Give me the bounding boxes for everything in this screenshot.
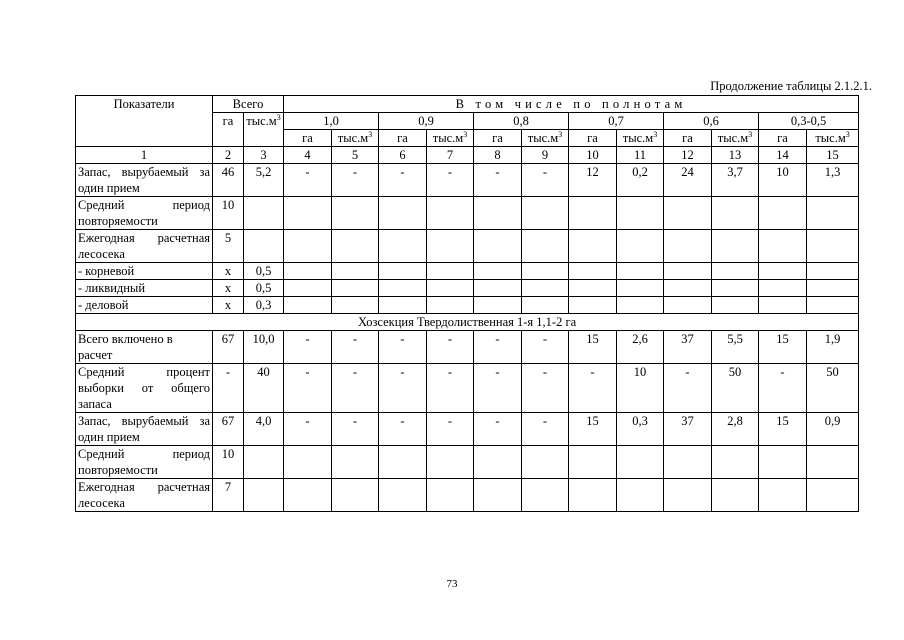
- table-cell: [284, 263, 332, 280]
- table-cell: -: [427, 164, 474, 197]
- table-cell: [664, 446, 712, 479]
- column-number: 7: [427, 147, 474, 164]
- table-cell: [617, 280, 664, 297]
- table-cell: [759, 297, 807, 314]
- table-cell: 7: [213, 479, 244, 512]
- table-cell: -: [569, 364, 617, 413]
- subheader-ha: га: [474, 130, 522, 147]
- table-cell: 0,3: [617, 413, 664, 446]
- table-cell: [379, 197, 427, 230]
- table-cell: -: [474, 364, 522, 413]
- table-cell: 15: [759, 331, 807, 364]
- table-cell: [807, 230, 859, 263]
- table-cell: -: [522, 164, 569, 197]
- table-cell: 5,5: [712, 331, 759, 364]
- table-cell: [244, 230, 284, 263]
- subheader-ha: га: [759, 130, 807, 147]
- table-cell: [712, 280, 759, 297]
- table-cell: [427, 230, 474, 263]
- table-cell: 0,5: [244, 263, 284, 280]
- table-cell: [474, 297, 522, 314]
- table-cell: -: [759, 364, 807, 413]
- table-cell: [332, 479, 379, 512]
- table-cell: 37: [664, 331, 712, 364]
- table-cell: [244, 197, 284, 230]
- table-cell: [427, 479, 474, 512]
- table-cell: [474, 479, 522, 512]
- table-cell: [427, 280, 474, 297]
- table-cell: [664, 280, 712, 297]
- table-cell: 10: [617, 364, 664, 413]
- table-cell: [617, 230, 664, 263]
- column-number: 12: [664, 147, 712, 164]
- table-cell: 46: [213, 164, 244, 197]
- table-cell: [284, 230, 332, 263]
- forest-harvest-table: [75, 95, 859, 512]
- table-cell: 15: [759, 413, 807, 446]
- table-cell: [807, 479, 859, 512]
- table-cell: [569, 197, 617, 230]
- table-cell: [244, 446, 284, 479]
- row-label: Ежегодная расчетная лесосека: [76, 479, 213, 512]
- header-total-ha: га: [213, 113, 244, 147]
- header-breakdown: В том числе по полнотам: [284, 96, 859, 113]
- table-cell: 2,8: [712, 413, 759, 446]
- table-cell: [474, 197, 522, 230]
- table-cell: [569, 479, 617, 512]
- table-cell: [474, 230, 522, 263]
- table-cell: [664, 230, 712, 263]
- table-cell: [427, 297, 474, 314]
- table-cell: [617, 263, 664, 280]
- density-header: 1,0: [284, 113, 379, 130]
- row-label: - ликвидный: [76, 280, 213, 297]
- subheader-volume: $тыс.м^3$: [332, 130, 379, 147]
- table-cell: [664, 197, 712, 230]
- table-cell: [664, 297, 712, 314]
- table-row: [76, 413, 859, 446]
- table-row: [76, 197, 859, 230]
- table-cell: [712, 263, 759, 280]
- table-cell: [474, 263, 522, 280]
- table-row: [76, 479, 859, 512]
- table-cell: [427, 446, 474, 479]
- table-cell: 50: [712, 364, 759, 413]
- header-row-1: [76, 96, 859, 113]
- table-cell: [284, 197, 332, 230]
- table-cell: 37: [664, 413, 712, 446]
- table-cell: 1,3: [807, 164, 859, 197]
- row-label: - корневой: [76, 263, 213, 280]
- table-cell: х: [213, 280, 244, 297]
- table-row: [76, 263, 859, 280]
- table-cell: 24: [664, 164, 712, 197]
- table-cell: 10: [213, 197, 244, 230]
- table-cell: -: [427, 413, 474, 446]
- table-cell: [284, 446, 332, 479]
- table-cell: 15: [569, 413, 617, 446]
- table-cell: -: [379, 331, 427, 364]
- table-cell: [617, 479, 664, 512]
- table-cell: [807, 446, 859, 479]
- table-cell: [522, 446, 569, 479]
- table-cell: [474, 280, 522, 297]
- table-cell: [569, 230, 617, 263]
- table-cell: [617, 197, 664, 230]
- header-total: Всего: [213, 96, 284, 113]
- column-number: 4: [284, 147, 332, 164]
- table-cell: -: [427, 331, 474, 364]
- table-cell: [332, 197, 379, 230]
- table-cell: [332, 263, 379, 280]
- subheader-ha: га: [664, 130, 712, 147]
- table-cell: [427, 263, 474, 280]
- table-cell: -: [332, 164, 379, 197]
- table-cell: -: [332, 331, 379, 364]
- column-number: 5: [332, 147, 379, 164]
- table-cell: [522, 263, 569, 280]
- table-cell: 4,0: [244, 413, 284, 446]
- column-number: 8: [474, 147, 522, 164]
- table-cell: [712, 446, 759, 479]
- table-cell: [759, 230, 807, 263]
- table-cell: [569, 446, 617, 479]
- page-number: 73: [446, 578, 458, 590]
- table-cell: [712, 479, 759, 512]
- table-cell: [664, 479, 712, 512]
- table-cell: 0,9: [807, 413, 859, 446]
- column-number: 14: [759, 147, 807, 164]
- table-cell: [244, 479, 284, 512]
- density-header: 0,9: [379, 113, 474, 130]
- table-cell: 67: [213, 413, 244, 446]
- subheader-volume: $тыс.м^3$: [807, 130, 859, 147]
- table-cell: -: [332, 413, 379, 446]
- section-title: Хозсекция Твердолиственная 1-я 1,1-2 га: [76, 314, 859, 331]
- table-cell: [427, 197, 474, 230]
- density-header: 0,3-0,5: [759, 113, 859, 130]
- table-caption: Продолжение таблицы 2.1.2.1.: [710, 79, 872, 93]
- table-cell: [807, 297, 859, 314]
- header-total-volume: $тыс.м^3$: [244, 113, 284, 147]
- table-row: [76, 331, 859, 364]
- table-cell: [664, 263, 712, 280]
- column-number: 3: [244, 147, 284, 164]
- table-cell: -: [379, 364, 427, 413]
- row-label: Средний процент выборки от общего запаса: [76, 364, 213, 413]
- header-indicator: Показатели: [76, 96, 213, 147]
- table-cell: [807, 280, 859, 297]
- table-row: [76, 364, 859, 413]
- table-cell: 5,2: [244, 164, 284, 197]
- table-cell: [759, 446, 807, 479]
- row-label: Средний период повторяемости: [76, 446, 213, 479]
- subheader-ha: га: [379, 130, 427, 147]
- table-cell: 12: [569, 164, 617, 197]
- table-row: [76, 230, 859, 263]
- subheader-volume: $тыс.м^3$: [712, 130, 759, 147]
- table-cell: [569, 297, 617, 314]
- table-cell: [284, 280, 332, 297]
- table-cell: 40: [244, 364, 284, 413]
- table-cell: [379, 297, 427, 314]
- table-cell: [712, 297, 759, 314]
- column-number: 1: [76, 147, 213, 164]
- table-cell: 3,7: [712, 164, 759, 197]
- table-cell: [759, 479, 807, 512]
- subheader-volume: $тыс.м^3$: [617, 130, 664, 147]
- table-cell: х: [213, 297, 244, 314]
- table-cell: [379, 230, 427, 263]
- table-row: [76, 297, 859, 314]
- column-number: 2: [213, 147, 244, 164]
- table-cell: [569, 263, 617, 280]
- table-cell: -: [522, 413, 569, 446]
- table-cell: -: [284, 364, 332, 413]
- table-cell: -: [284, 413, 332, 446]
- row-label: Ежегодная расчетная лесосека: [76, 230, 213, 263]
- table-cell: [522, 479, 569, 512]
- table-row: [76, 164, 859, 197]
- row-label: Средний период повторяемости: [76, 197, 213, 230]
- table-cell: 10: [759, 164, 807, 197]
- table-cell: [807, 263, 859, 280]
- table-cell: [569, 280, 617, 297]
- table-cell: [474, 446, 522, 479]
- row-label: - деловой: [76, 297, 213, 314]
- table-cell: -: [474, 331, 522, 364]
- table-cell: -: [379, 413, 427, 446]
- column-number: 11: [617, 147, 664, 164]
- table-cell: 15: [569, 331, 617, 364]
- table-cell: -: [284, 331, 332, 364]
- row-label: Запас, вырубаемый за один прием: [76, 164, 213, 197]
- subheader-ha: га: [569, 130, 617, 147]
- subheader-ha: га: [284, 130, 332, 147]
- table-cell: -: [522, 364, 569, 413]
- table-cell: х: [213, 263, 244, 280]
- table-row: [76, 280, 859, 297]
- table-cell: -: [474, 413, 522, 446]
- table-cell: [332, 446, 379, 479]
- table-cell: [332, 230, 379, 263]
- table-cell: [284, 297, 332, 314]
- table-cell: -: [664, 364, 712, 413]
- table-cell: 10,0: [244, 331, 284, 364]
- table-cell: [712, 197, 759, 230]
- table-cell: [332, 297, 379, 314]
- subheader-volume: $тыс.м^3$: [522, 130, 569, 147]
- table-cell: -: [379, 164, 427, 197]
- table-cell: [759, 280, 807, 297]
- table-cell: 10: [213, 446, 244, 479]
- table-cell: 1,9: [807, 331, 859, 364]
- row-label: Запас, вырубаемый за один прием: [76, 413, 213, 446]
- table-row: [76, 446, 859, 479]
- table-cell: [759, 263, 807, 280]
- table-cell: [284, 479, 332, 512]
- table-cell: [379, 479, 427, 512]
- table-cell: [759, 197, 807, 230]
- section-row: [76, 314, 859, 331]
- table-cell: 0,2: [617, 164, 664, 197]
- density-header: 0,7: [569, 113, 664, 130]
- table-cell: [807, 197, 859, 230]
- table-cell: -: [427, 364, 474, 413]
- table-cell: [712, 230, 759, 263]
- subheader-volume: $тыс.м^3$: [427, 130, 474, 147]
- table-cell: -: [284, 164, 332, 197]
- table-cell: [379, 446, 427, 479]
- table-cell: [332, 280, 379, 297]
- column-number-row: [76, 147, 859, 164]
- table-cell: 2,6: [617, 331, 664, 364]
- table-cell: [617, 297, 664, 314]
- table-cell: -: [332, 364, 379, 413]
- density-header: 0,8: [474, 113, 569, 130]
- table-cell: 50: [807, 364, 859, 413]
- column-number: 6: [379, 147, 427, 164]
- table-cell: 67: [213, 331, 244, 364]
- density-header: 0,6: [664, 113, 759, 130]
- column-number: 10: [569, 147, 617, 164]
- table-cell: [522, 230, 569, 263]
- table-cell: [379, 280, 427, 297]
- column-number: 9: [522, 147, 569, 164]
- row-label: Всего включено в расчет: [76, 331, 213, 364]
- column-number: 13: [712, 147, 759, 164]
- table-cell: [617, 446, 664, 479]
- table-cell: 5: [213, 230, 244, 263]
- table-cell: -: [213, 364, 244, 413]
- table-cell: [379, 263, 427, 280]
- table-cell: 0,3: [244, 297, 284, 314]
- column-number: 15: [807, 147, 859, 164]
- table-cell: [522, 297, 569, 314]
- table-cell: -: [522, 331, 569, 364]
- table-cell: -: [474, 164, 522, 197]
- table-cell: 0,5: [244, 280, 284, 297]
- table-cell: [522, 280, 569, 297]
- table-cell: [522, 197, 569, 230]
